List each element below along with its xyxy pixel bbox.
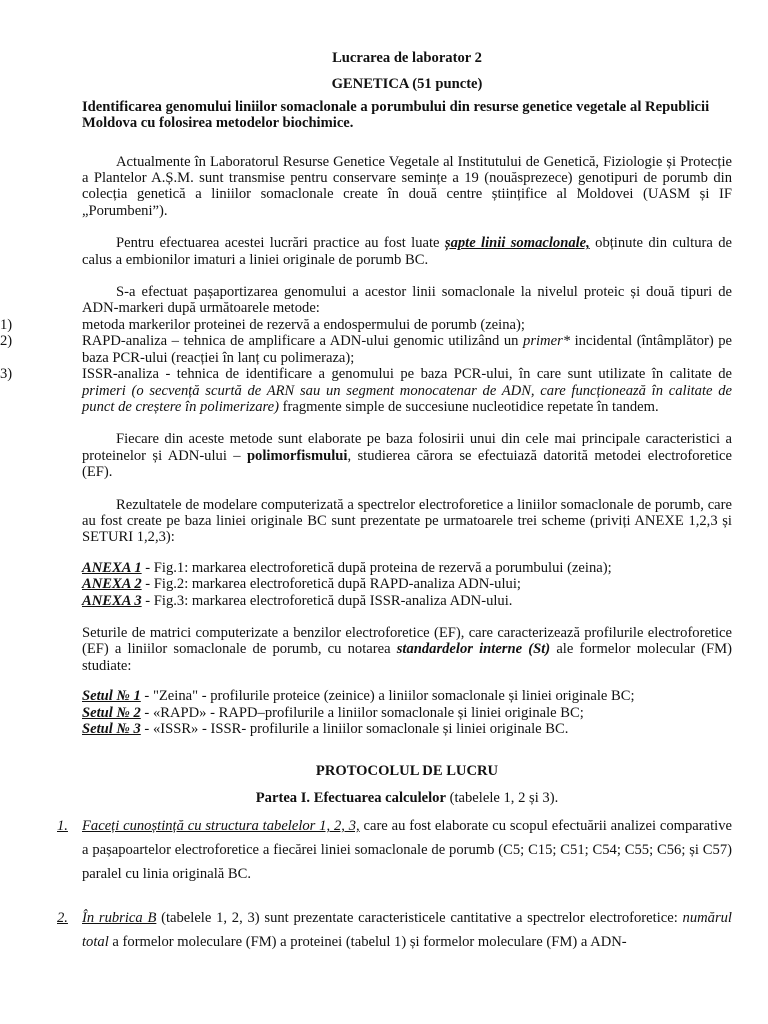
set-text: - «RAPD» - RAPD–profilurile a liniilor somaclonale și liniei originale BC;	[140, 704, 584, 721]
method-italic-parenthetical: (o secvență scurtă de ARN sau un segment monocatenar de ADN, care funcționează în calitate de punct de creștere în polimerizare)	[82, 382, 732, 415]
polymorphism-paragraph	[82, 431, 732, 480]
step-number: 1.	[57, 818, 68, 835]
set-label: Setul № 1	[82, 688, 141, 705]
p6-start: Seturile de matrici computerizate a benzilor electroforetice (EF), care caracterizează profilurile electroforetice (EF) a liniilor somaclonale de porumb, cu notarea	[82, 624, 732, 658]
protocol-step-1	[57, 814, 732, 886]
method-text: RAPD-analiza – tehnica de amplificare a ADN-ului genomic utilizând un	[82, 333, 519, 350]
subject-title: GENETICA (51 puncte)	[331, 76, 483, 93]
anexa-text: - Fig.2: markarea electroforetică după RAPD-analiza ADN-ului;	[141, 576, 521, 593]
anexa-text: - Fig.3: markarea electroforetică după ISSR-analiza ADN-ului.	[141, 592, 513, 609]
step-emphasis: Faceți cunoștință cu structura tabelelor 1, 2, 3,	[82, 818, 360, 835]
protocol-title: PROTOCOLUL DE LUCRU	[315, 763, 499, 780]
method-text: incidental (întâmplător) pe baza PCR-ului (reacției în lanț cu polimeraza);	[82, 333, 733, 366]
set-item-2	[82, 705, 732, 721]
method-text: metoda markerilor proteinei de rezervă a endospermului de porumb (zeina);	[82, 316, 525, 333]
document-page	[0, 50, 733, 954]
set-label: Setul № 3	[82, 721, 141, 737]
protocol-step-2	[57, 906, 732, 954]
method-text: ISSR-analiza - tehnica de identificare a genomului pe baza PCR-ului, în care sunt utilizate în calitate de	[82, 366, 732, 383]
intro-paragraph-1: Actualmente în Laboratorul Resurse Genetice Vegetale al Institutului de Genetică, Fiziologie și Protecție a Plantelor A.Ș.M. sunt transmise pentru conservare semințe a 19 (nouăsprezece) genotipuri de porumb din colecția genetică a liniilor somaclonale create în două centre științifice al Moldovei (UASM și IF „Porumbeni”).	[82, 153, 732, 219]
intro-paragraph-3: S-a efectuat pașaportizarea genomului a acestor linii somaclonale la nivelul proteic și două tipuri de ADN-markeri după următoarele metode:	[82, 284, 732, 317]
seturi-list	[82, 688, 732, 737]
p4-bold: polimorfismului	[246, 447, 348, 464]
step-text: (tabelele 1, 2, 3) sunt prezentate caracteristicele cantitative a spectrelor electroforetice:	[156, 910, 683, 927]
step-emphasis: În rubrica B	[82, 910, 157, 927]
method-item-2	[0, 333, 733, 366]
lab-title: Lucrarea de laborator 2	[332, 50, 482, 66]
anexa-label: ANEXA 3	[82, 592, 142, 609]
intro-p2-emphasis: șapte linii somaclonale,	[444, 235, 590, 252]
part-one-bold: Partea I. Efectuarea calculelor	[255, 789, 446, 806]
anexe-list	[82, 560, 732, 609]
anexa-label: ANEXA 1	[82, 559, 142, 576]
p6-bold-italic: standardelor interne (St)	[396, 641, 551, 658]
document-subtitle: Identificarea genomului liniilor somaclonale a porumbului din resurse genetice vegetale al Republicii Moldova cu folosirea metodelor biochimice.	[82, 98, 710, 132]
p4-start: Fiecare din aceste metode sunt elaborate pe baza folosirii unui din cele mai principale caracteristici a proteinelor și ADN-ului –	[82, 431, 732, 464]
intro-p2-end: obținute din cultura de calus a embionilor imaturi a liniei originale de porumb BC.	[82, 235, 732, 268]
step-text: a formelor moleculare (FM) a proteinei (tabelul 1) și formelor moleculare (FM) a ADN-	[108, 934, 627, 951]
method-item-3	[0, 366, 732, 415]
set-text: - «ISSR» - ISSR- profilurile a liniilor somaclonale și liniei originale BC.	[140, 721, 569, 737]
part-one-heading	[82, 790, 732, 806]
method-italic: primeri	[82, 382, 126, 399]
step-number: 2.	[57, 910, 68, 927]
p4-end: , studierea cărora se efectuiază datorită metodei electroforetice (EF).	[82, 447, 732, 481]
anexa-item-2	[82, 576, 732, 592]
intro-p2-start: Pentru efectuarea acestei lucrări practice au fost luate	[116, 235, 440, 252]
method-number: 3)	[0, 366, 13, 383]
anexa-item-1	[82, 560, 732, 576]
method-number: 2)	[0, 333, 13, 350]
p6-end: ale formelor molecular (FM) studiate:	[82, 641, 733, 674]
method-item-1	[0, 316, 732, 333]
set-item-1	[82, 688, 732, 704]
set-item-3	[82, 721, 732, 737]
matrices-paragraph	[82, 625, 732, 674]
anexa-label: ANEXA 2	[82, 576, 142, 593]
anexa-text: - Fig.1: markarea electroforetică după proteina de rezervă a porumbului (zeina);	[141, 559, 612, 576]
anexa-item-3	[82, 593, 732, 609]
results-paragraph: Rezultatele de modelare computerizată a spectrelor electroforetice a liniilor somaclonale de porumb, care au fost create pe baza liniei originale BC sunt prezentate pe urmatoarele trei scheme (priviți ANEXE 1,2,3 și SETURI 1,2,3):	[82, 496, 732, 546]
methods-list	[0, 316, 733, 415]
set-label: Setul № 2	[82, 704, 141, 721]
intro-paragraph-2	[82, 235, 732, 268]
set-text: - "Zeina" - profilurile proteice (zeinice) a liniilor somaclonale și liniei originale BC;	[140, 688, 635, 705]
method-text: fragmente simple de succesiune nucleotidice repetate în tandem.	[282, 398, 659, 415]
step-italic: numărul total	[82, 910, 732, 951]
method-number: 1)	[0, 316, 13, 333]
method-italic: primer*	[523, 333, 571, 350]
step-text: care au fost elaborate cu scopul efectuării analizei comparative a pașapoartelor electroforetice a fiecărei liniei somaclonale de porumb (C5; C15; C51; C54; C55; C56; și C57) paralel cu linia originală BC.	[82, 818, 732, 883]
part-one-rest: (tabelele 1, 2 și 3).	[445, 789, 559, 806]
